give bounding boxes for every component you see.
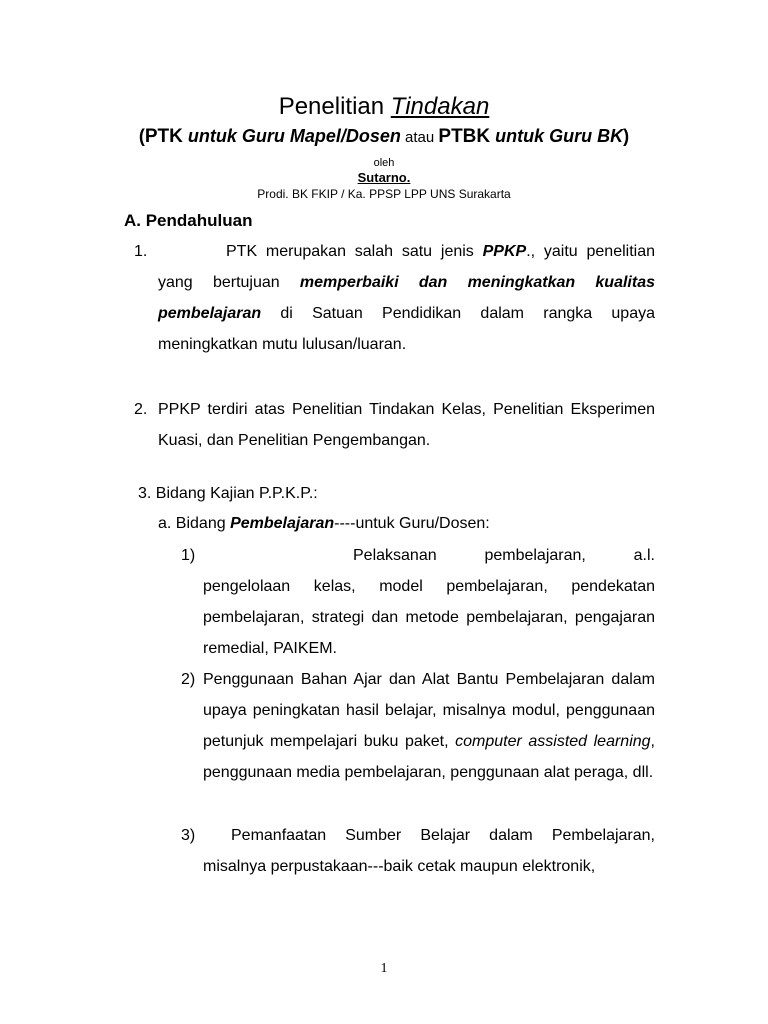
byline-author: Sutarno.: [357, 170, 411, 185]
point-3-number: 3): [181, 827, 196, 844]
subtitle-atau: atau: [400, 129, 439, 146]
item-3-label: Bidang Kajian P.P.K.P.:: [155, 485, 318, 502]
subtitle-ptbk: PTBK: [438, 126, 491, 147]
point-2-paragraph: [203, 664, 655, 788]
item-1-bold-1: PPKP: [482, 243, 527, 260]
subtitle-ptbk-desc: untuk Guru BK: [490, 126, 624, 146]
subtitle-ptk: PTK: [144, 126, 183, 147]
item-1-text-2: ., yaitu penelitian yang bertujuan: [158, 243, 655, 291]
subtitle-ptk-desc: untuk Guru Mapel/Dosen: [182, 126, 401, 146]
document-subtitle: [0, 124, 768, 150]
sub-a-suffix: ----untuk Guru/Dosen:: [334, 515, 490, 532]
point-1-text: Pelaksanan pembelajaran, a.l. pengelolaan kelas, model pembelajaran, pendekatan pembelajaran, strategi dan metode pembelajaran, pengajaran remedial, PAIKEM.: [203, 547, 655, 657]
item-3-number: 3.: [138, 485, 152, 502]
document-title: [0, 92, 768, 122]
item-2-number: 2.: [134, 401, 148, 418]
point-1-number: 1): [181, 547, 196, 564]
byline-oleh: oleh: [373, 157, 395, 169]
item-3-header: [138, 478, 318, 509]
title-part-1: Penelitian: [278, 93, 391, 120]
page-number: 1: [380, 961, 388, 976]
title-part-2: Tindakan: [390, 93, 490, 120]
point-2-text-1: Penggunaan Bahan Ajar dan Alat Bantu Pembelajaran dalam upaya peningkatan hasil belajar, misalnya modul, penggunaan petunjuk mempelajari buku paket,: [203, 671, 655, 750]
item-1-paragraph: [158, 236, 655, 360]
byline-affiliation: Prodi. BK FKIP / Ka. PPSP LPP UNS Surakarta: [257, 187, 511, 201]
point-3-paragraph: [203, 820, 655, 882]
point-2-text-2: , penggunaan media pembelajaran, penggunaan alat peraga, dll.: [203, 733, 655, 781]
item-1-number: 1.: [134, 243, 148, 260]
subtitle-open-paren: (: [138, 126, 145, 146]
sub-a-bold: Pembelajaran: [230, 515, 335, 532]
section-heading: A. Pendahuluan: [124, 211, 253, 230]
point-2-number: 2): [181, 671, 196, 688]
point-3-text: Pemanfaatan Sumber Belajar dalam Pembelajaran, misalnya perpustakaan---baik cetak maupun elektronik,: [203, 827, 655, 875]
subtitle-close-paren: ): [623, 126, 630, 146]
item-1-text-3: di Satuan Pendidikan dalam rangka upaya meningkatkan mutu lulusan/luaran.: [158, 305, 655, 353]
sub-a-line: [158, 508, 490, 539]
point-2-italic: computer assisted learning: [455, 733, 651, 750]
item-2-paragraph: PPKP terdiri atas Penelitian Tindakan Kelas, Penelitian Eksperimen Kuasi, dan Penelitian Pengembangan.: [158, 401, 655, 449]
sub-a-prefix: a. Bidang: [158, 515, 231, 532]
item-1-text-1: PTK merupakan salah satu jenis: [226, 243, 483, 260]
item-1-bold-2: memperbaiki dan meningkatkan kualitas pembelajaran: [158, 274, 655, 322]
point-1-paragraph: [203, 540, 655, 664]
